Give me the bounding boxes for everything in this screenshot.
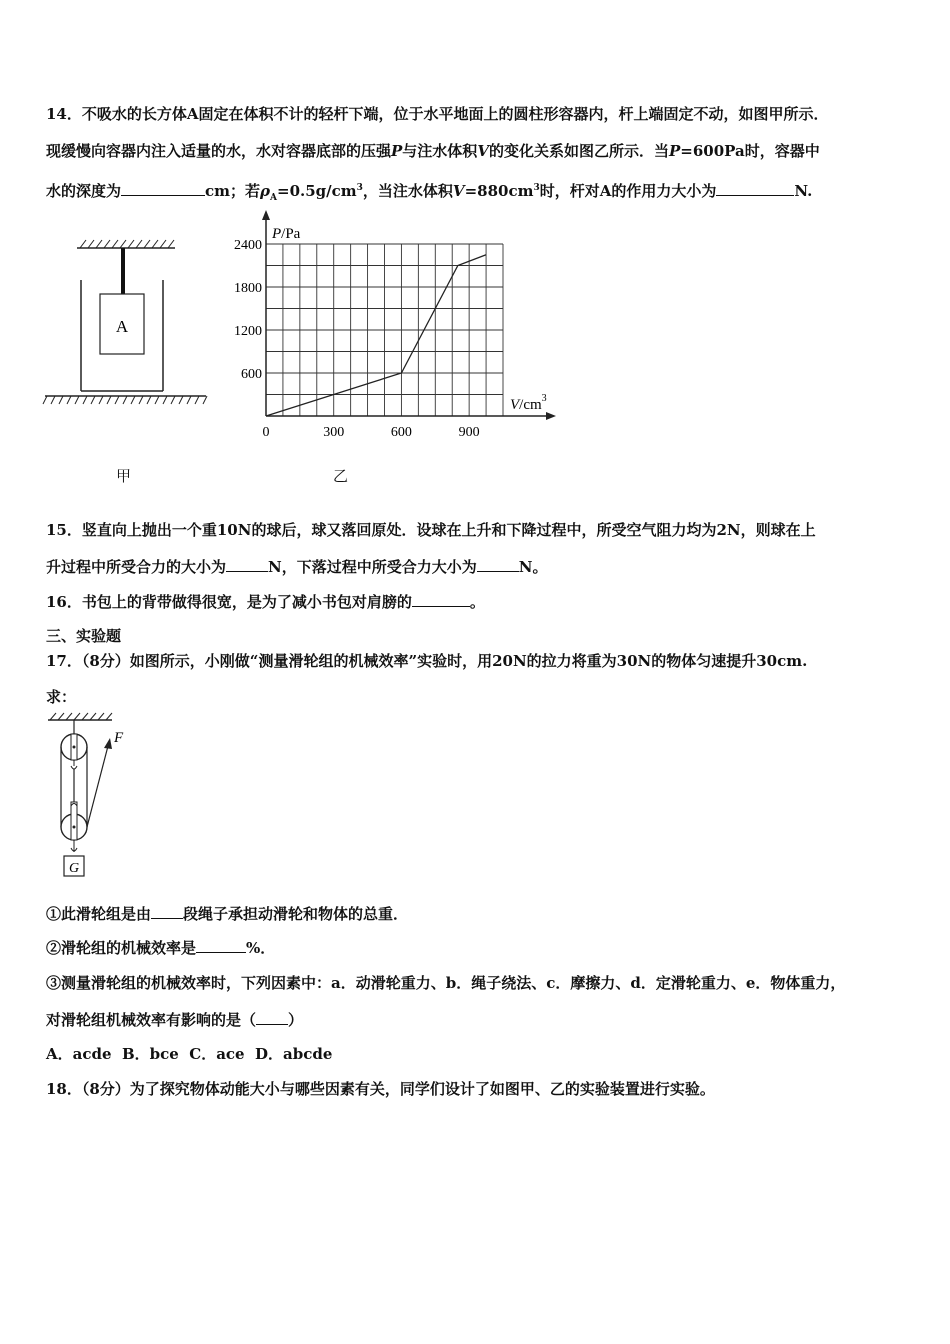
answer-blank-efficiency[interactable]: [196, 938, 246, 953]
x-axis-label: $V/cm^3$: [510, 393, 547, 413]
answer-blank-up-force[interactable]: [226, 557, 268, 572]
pv-chart: [220, 208, 565, 443]
q17-sub-1: ①此滑轮组是由 段绳子承担动滑轮和物体的总重．: [46, 905, 409, 923]
x-tick-label: 900: [458, 425, 480, 440]
q14-line-1: 14．不吸水的长方体A固定在体积不计的轻杆下端，位于水平地面上的圆柱形容器内，杆上端固定不动，如图甲所示．: [46, 105, 829, 123]
caption-yi: 乙: [333, 467, 349, 485]
x-axis-arrow: [546, 412, 556, 420]
y-axis-label: P/Pa: [272, 226, 301, 242]
force-label: F: [114, 730, 124, 746]
q17-line-2: 求：: [46, 688, 77, 706]
series-line-p-v: [266, 255, 486, 416]
answer-blank-depth[interactable]: [121, 181, 205, 196]
q14-line-2: 现缓慢向容器内注入适量的水，水对容器底部的压强P与注水体积V的变化关系如图乙所示．当P=600Pa时，容器中: [46, 142, 820, 160]
section-title: 三、实验题: [46, 627, 122, 645]
q17-sub-3: ③测量滑轮组的机械效率时，下列因素中：a．动滑轮重力、b．绳子绕法、c．摩擦力、d．定滑轮重力、e．物体重力，: [46, 974, 846, 992]
caption-jia: 甲: [116, 467, 132, 485]
answer-blank-rope-segments[interactable]: [151, 904, 183, 919]
q17-sub-2: ②滑轮组的机械效率是 %．: [46, 939, 276, 957]
weight-label: G: [68, 861, 80, 876]
y-tick-label: 1800: [234, 281, 262, 296]
y-tick-label: 600: [241, 367, 262, 382]
force-arrow: [104, 738, 112, 749]
y-tick-label: 1200: [234, 324, 262, 339]
q18-line-1: 18．（8分）为了探究物体动能大小与哪些因素有关，同学们设计了如图甲、乙的实验装置进行实验。: [46, 1080, 715, 1098]
x-tick-label: 300: [323, 425, 345, 440]
block-a-label: A: [115, 317, 129, 336]
q17-line-1: 17．（8分）如图所示，小刚做“测量滑轮组的机械效率”实验时，用20N的拉力将重为30N的物体匀速提升30cm.: [46, 652, 808, 670]
y-tick-label: 2400: [234, 238, 262, 253]
y-axis-arrow: [262, 210, 270, 220]
q14-line-3: 水的深度为 cm；若$\rho_A=0.5g/cm^3$，当注水体积$V=880cm^3$时，杆对A的作用力大小为 N.: [46, 182, 813, 203]
figure-container-with-block: [40, 238, 212, 408]
x-tick-label: 600: [390, 425, 412, 440]
q15-line-2: 升过程中所受合力的大小为 N，下落过程中所受合力大小为 N。: [46, 558, 548, 576]
q15-line-1: 15．竖直向上抛出一个重10N的球后，球又落回原处．设球在上升和下降过程中，所受空气阻力均为2N，则球在上: [46, 521, 816, 539]
x-tick-label: 0: [262, 425, 270, 440]
q17-sub-3b: 对滑轮组机械效率有影响的是（ ）: [46, 1011, 304, 1029]
figure-pulley-system: [44, 712, 136, 882]
answer-blank-force[interactable]: [716, 181, 794, 196]
answer-blank-q16[interactable]: [412, 592, 470, 607]
answer-blank-choice[interactable]: [256, 1010, 288, 1025]
q17-options: A．acde B．bce C．ace D．abcde: [46, 1045, 333, 1063]
q16-line-1: 16．书包上的背带做得很宽，是为了减小书包对肩膀的 。: [46, 593, 485, 611]
answer-blank-down-force[interactable]: [477, 557, 519, 572]
